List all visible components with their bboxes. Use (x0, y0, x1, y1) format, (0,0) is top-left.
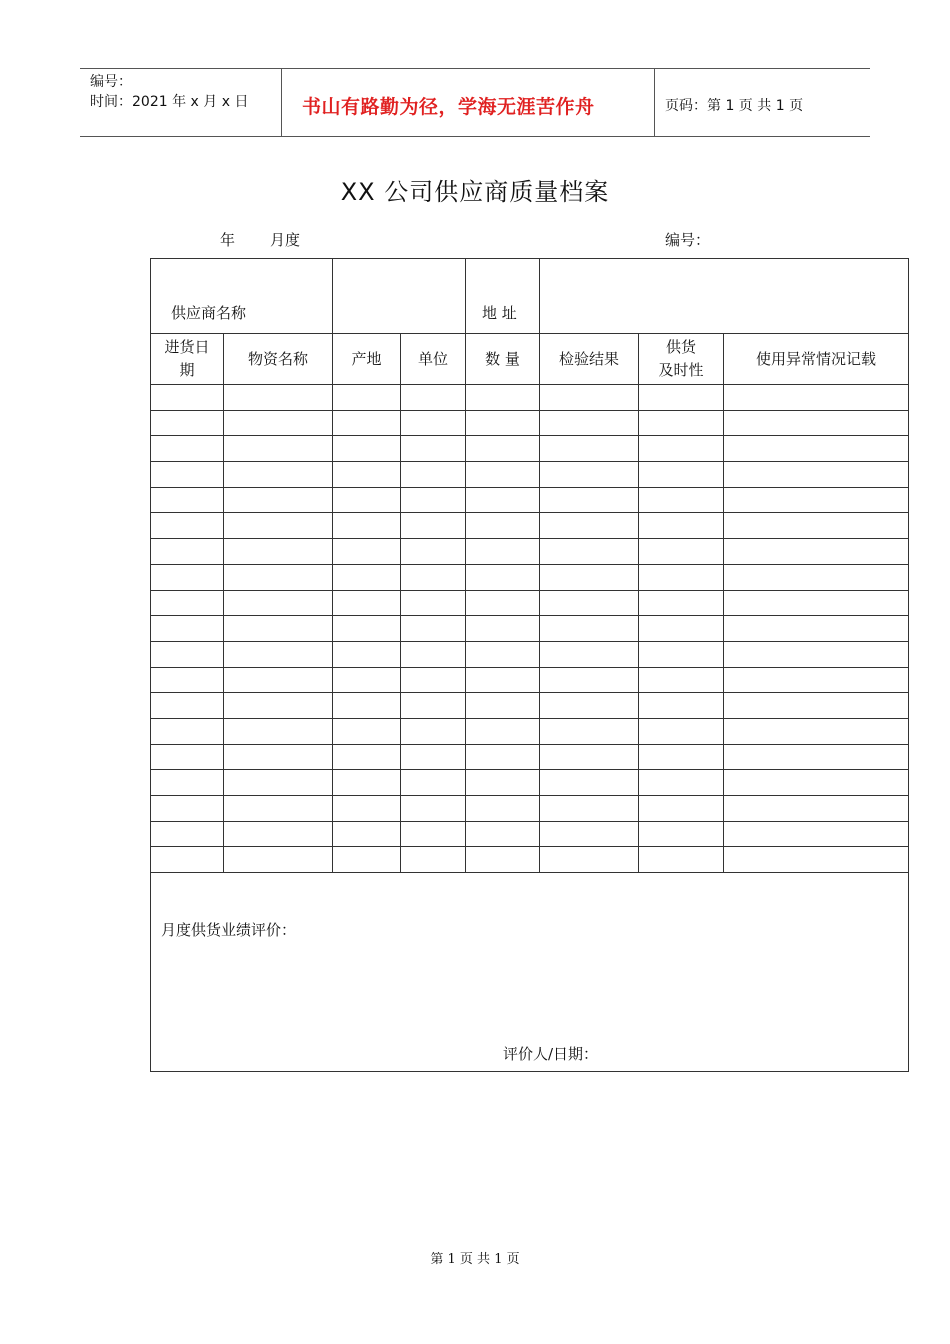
table-cell[interactable] (724, 693, 909, 719)
table-cell[interactable] (639, 667, 724, 693)
table-cell[interactable] (401, 796, 466, 822)
table-cell[interactable] (224, 744, 333, 770)
table-cell[interactable] (401, 667, 466, 693)
table-cell[interactable] (224, 487, 333, 513)
table-cell[interactable] (151, 513, 224, 539)
table-cell[interactable] (639, 718, 724, 744)
table-cell[interactable] (224, 462, 333, 488)
table-cell[interactable] (724, 847, 909, 873)
table-cell[interactable] (639, 693, 724, 719)
table-cell[interactable] (466, 462, 540, 488)
table-cell[interactable] (151, 410, 224, 436)
table-cell[interactable] (724, 564, 909, 590)
table-cell[interactable] (151, 564, 224, 590)
table-cell[interactable] (333, 770, 401, 796)
table-cell[interactable] (401, 616, 466, 642)
table-cell[interactable] (724, 462, 909, 488)
evaluation-cell[interactable] (151, 873, 909, 1072)
table-row (151, 436, 909, 462)
table-cell[interactable] (540, 770, 639, 796)
table-cell[interactable] (151, 385, 224, 411)
table-cell[interactable] (466, 513, 540, 539)
evaluation-label: 月度供货业绩评价： (161, 921, 297, 940)
table-cell[interactable] (224, 693, 333, 719)
table-cell[interactable] (724, 513, 909, 539)
table-cell[interactable] (151, 744, 224, 770)
table-cell[interactable] (466, 744, 540, 770)
table-cell[interactable] (540, 539, 639, 565)
table-cell[interactable] (540, 796, 639, 822)
table-cell[interactable] (540, 821, 639, 847)
table-cell[interactable] (466, 385, 540, 411)
table-row (151, 513, 909, 539)
table-cell[interactable] (333, 410, 401, 436)
table-row (151, 744, 909, 770)
header-unit (401, 334, 466, 385)
table-cell[interactable] (401, 436, 466, 462)
table-cell[interactable] (401, 487, 466, 513)
table-cell[interactable] (466, 821, 540, 847)
table-cell[interactable] (333, 667, 401, 693)
header-number-label: 编号： (90, 74, 132, 90)
table-cell[interactable] (639, 641, 724, 667)
table-cell[interactable] (724, 770, 909, 796)
table-cell[interactable] (639, 744, 724, 770)
supplier-info-row (151, 259, 909, 334)
table-cell[interactable] (333, 462, 401, 488)
address-label: 地 址 (482, 304, 517, 322)
table-cell[interactable] (724, 487, 909, 513)
table-cell[interactable] (639, 616, 724, 642)
header-bottom-rule (80, 136, 870, 137)
table-row (151, 410, 909, 436)
supplier-name-field[interactable] (333, 259, 466, 334)
column-header-text: 物资名称 (248, 349, 309, 368)
page-footer: 第 1 页 共 1 页 (430, 1252, 520, 1267)
address-cell (466, 259, 540, 334)
table-cell[interactable] (724, 641, 909, 667)
table-cell[interactable] (540, 385, 639, 411)
table-cell[interactable] (401, 744, 466, 770)
table-cell[interactable] (151, 462, 224, 488)
header-material-name (224, 334, 333, 385)
table-row (151, 590, 909, 616)
table-cell[interactable] (151, 487, 224, 513)
table-cell[interactable] (466, 539, 540, 565)
table-cell[interactable] (224, 667, 333, 693)
table-cell[interactable] (724, 616, 909, 642)
column-header-text: 产地 (351, 349, 382, 368)
table-row (151, 539, 909, 565)
table-cell[interactable] (466, 847, 540, 873)
table-cell[interactable] (540, 744, 639, 770)
header-motto: 书山有路勤为径，学海无涯苦作舟 (302, 96, 595, 118)
table-cell[interactable] (151, 770, 224, 796)
table-cell[interactable] (333, 847, 401, 873)
table-cell[interactable] (639, 436, 724, 462)
table-cell[interactable] (639, 462, 724, 488)
table-cell[interactable] (401, 564, 466, 590)
column-header-text: 进货日 (164, 338, 210, 356)
table-cell[interactable] (151, 821, 224, 847)
table-cell[interactable] (333, 641, 401, 667)
table-cell[interactable] (333, 487, 401, 513)
table-cell[interactable] (724, 667, 909, 693)
table-cell[interactable] (224, 641, 333, 667)
table-cell[interactable] (466, 667, 540, 693)
table-cell[interactable] (224, 847, 333, 873)
address-field[interactable] (540, 259, 909, 334)
table-cell[interactable] (540, 487, 639, 513)
header-top-rule (80, 68, 870, 69)
table-row (151, 847, 909, 873)
table-cell[interactable] (151, 667, 224, 693)
table-cell[interactable] (540, 513, 639, 539)
table-cell[interactable] (333, 616, 401, 642)
table-cell[interactable] (639, 564, 724, 590)
table-cell[interactable] (466, 770, 540, 796)
table-cell[interactable] (540, 847, 639, 873)
table-cell[interactable] (724, 539, 909, 565)
header-quantity (466, 334, 540, 385)
header-divider (654, 68, 655, 136)
column-header-text: 期 (179, 361, 195, 379)
table-cell[interactable] (466, 693, 540, 719)
table-cell[interactable] (333, 744, 401, 770)
table-cell[interactable] (724, 410, 909, 436)
table-cell[interactable] (401, 821, 466, 847)
table-cell[interactable] (151, 436, 224, 462)
table-cell[interactable] (401, 718, 466, 744)
table-cell[interactable] (724, 385, 909, 411)
table-row (151, 487, 909, 513)
meta-year-label: 年 (220, 231, 236, 249)
table-cell[interactable] (724, 718, 909, 744)
table-row (151, 796, 909, 822)
header-page-code: 页码：第 1 页 共 1 页 (665, 98, 804, 114)
table-cell[interactable] (151, 718, 224, 744)
header-usage-anomaly (724, 334, 909, 385)
table-cell[interactable] (224, 513, 333, 539)
column-header-text: 数 量 (485, 349, 520, 368)
table-cell[interactable] (224, 770, 333, 796)
meta-number-label: 编号： (665, 231, 711, 249)
table-cell[interactable] (540, 590, 639, 616)
table-cell[interactable] (724, 436, 909, 462)
table-cell[interactable] (639, 770, 724, 796)
table-cell[interactable] (540, 462, 639, 488)
table-cell[interactable] (333, 436, 401, 462)
supplier-name-cell (151, 259, 333, 334)
table-cell[interactable] (540, 667, 639, 693)
table-cell[interactable] (639, 513, 724, 539)
table-cell[interactable] (724, 821, 909, 847)
table-cell[interactable] (333, 385, 401, 411)
table-cell[interactable] (639, 847, 724, 873)
table-cell[interactable] (466, 616, 540, 642)
table-cell[interactable] (639, 796, 724, 822)
table-row (151, 462, 909, 488)
column-header-text: 单位 (418, 349, 449, 368)
table-cell[interactable] (540, 641, 639, 667)
table-cell[interactable] (639, 410, 724, 436)
table-cell[interactable] (466, 410, 540, 436)
table-cell[interactable] (224, 539, 333, 565)
column-header-text: 及时性 (658, 361, 704, 379)
column-header-row (151, 334, 909, 385)
column-header-text: 供货 (666, 338, 697, 356)
table-row (151, 718, 909, 744)
table-cell[interactable] (401, 770, 466, 796)
table-cell[interactable] (401, 539, 466, 565)
table-cell[interactable] (466, 796, 540, 822)
table-cell[interactable] (401, 590, 466, 616)
table-cell[interactable] (333, 539, 401, 565)
table-cell[interactable] (540, 693, 639, 719)
table-cell[interactable] (151, 616, 224, 642)
table-cell[interactable] (466, 436, 540, 462)
table-cell[interactable] (540, 564, 639, 590)
table-cell[interactable] (639, 821, 724, 847)
header-divider (281, 68, 282, 136)
table-cell[interactable] (333, 718, 401, 744)
table-row (151, 693, 909, 719)
table-cell[interactable] (224, 718, 333, 744)
table-cell[interactable] (333, 821, 401, 847)
table-cell[interactable] (401, 410, 466, 436)
table-cell[interactable] (466, 564, 540, 590)
table-cell[interactable] (466, 641, 540, 667)
table-cell[interactable] (540, 718, 639, 744)
table-cell[interactable] (224, 590, 333, 616)
table-cell[interactable] (333, 796, 401, 822)
supplier-name-label: 供应商名称 (171, 304, 247, 322)
table-cell[interactable] (401, 847, 466, 873)
table-cell[interactable] (151, 693, 224, 719)
table-cell[interactable] (151, 539, 224, 565)
column-header-text: 使用异常情况记载 (756, 349, 877, 368)
page-title: XX 公司供应商质量档案 (340, 178, 610, 206)
header-delivery-date (151, 334, 224, 385)
table-row (151, 616, 909, 642)
table-cell[interactable] (151, 590, 224, 616)
table-cell[interactable] (333, 590, 401, 616)
table-row (151, 641, 909, 667)
table-cell[interactable] (401, 385, 466, 411)
table-cell[interactable] (151, 847, 224, 873)
table-cell[interactable] (639, 539, 724, 565)
column-header-text: 检验结果 (559, 349, 620, 368)
evaluation-row (151, 873, 909, 1072)
table-cell[interactable] (540, 410, 639, 436)
header-timeliness (639, 334, 724, 385)
table-cell[interactable] (224, 410, 333, 436)
table-cell[interactable] (224, 436, 333, 462)
table-cell[interactable] (401, 513, 466, 539)
table-row (151, 564, 909, 590)
table-cell[interactable] (401, 641, 466, 667)
table-row (151, 770, 909, 796)
table-cell[interactable] (333, 513, 401, 539)
table-cell[interactable] (540, 616, 639, 642)
table-cell[interactable] (151, 641, 224, 667)
table-row (151, 821, 909, 847)
table-cell[interactable] (333, 693, 401, 719)
table-cell[interactable] (540, 436, 639, 462)
table-cell[interactable] (224, 616, 333, 642)
meta-month-label: 月度 (270, 231, 301, 249)
table-row (151, 667, 909, 693)
table-cell[interactable] (724, 744, 909, 770)
table-cell[interactable] (724, 590, 909, 616)
evaluator-date-label: 评价人/日期： (503, 1045, 599, 1064)
table-cell[interactable] (333, 564, 401, 590)
table-cell[interactable] (151, 796, 224, 822)
table-row (151, 385, 909, 411)
table-cell[interactable] (466, 718, 540, 744)
header-time-label: 时间：2021 年 x 月 x 日 (90, 94, 249, 110)
table-cell[interactable] (724, 796, 909, 822)
table-cell[interactable] (401, 462, 466, 488)
table-cell[interactable] (466, 487, 540, 513)
table-cell[interactable] (639, 385, 724, 411)
table-cell[interactable] (224, 796, 333, 822)
table-cell[interactable] (466, 590, 540, 616)
table-cell[interactable] (224, 821, 333, 847)
table-cell[interactable] (401, 693, 466, 719)
table-cell[interactable] (224, 385, 333, 411)
header-inspection-result (540, 334, 639, 385)
header-origin (333, 334, 401, 385)
table-cell[interactable] (224, 564, 333, 590)
table-cell[interactable] (639, 487, 724, 513)
supplier-quality-table (150, 258, 909, 1072)
table-cell[interactable] (639, 590, 724, 616)
